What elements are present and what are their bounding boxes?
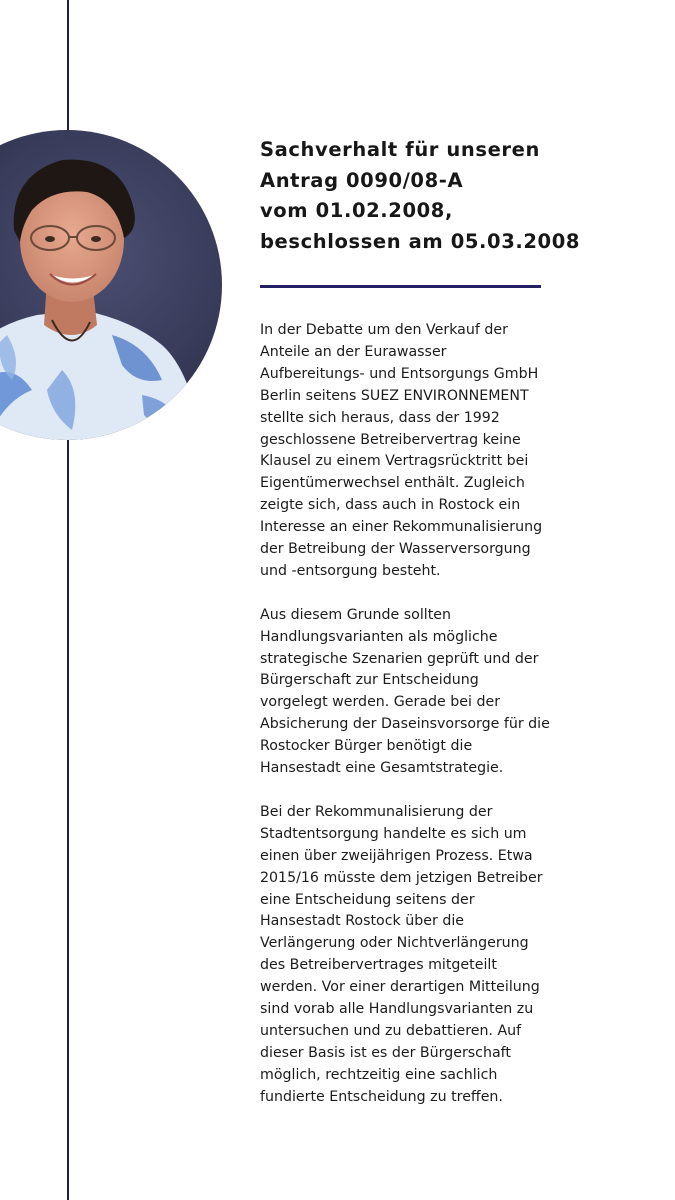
text-line: werden. Vor einer derartigen Mitteilung — [260, 979, 540, 996]
text-line: Hansestadt Rostock über die — [260, 913, 465, 930]
text-line: Verlängerung oder Nichtverlängerung — [260, 935, 529, 952]
text-line: Bürgerschaft zur Entscheidung — [260, 672, 479, 689]
text-line: Klausel zu einem Vertragsrücktritt bei — [260, 453, 529, 470]
title-underline — [260, 285, 541, 288]
text-line: strategische Szenarien geprüft und der — [260, 650, 539, 667]
text-line: einen über zweijährigen Prozess. Etwa — [260, 847, 533, 864]
text-line: Handlungsvarianten als mögliche — [260, 628, 498, 645]
paragraph — [260, 605, 660, 780]
text-line: 2015/16 müsste dem jetzigen Betreiber — [260, 869, 543, 886]
paragraph — [260, 802, 660, 1109]
title-line: vom 01.02.2008, — [260, 199, 453, 222]
text-line: geschlossene Betreibervertrag keine — [260, 431, 521, 448]
portrait-photo — [0, 130, 222, 440]
text-line: Berlin seitens SUEZ ENVIRONNEMENT — [260, 387, 529, 404]
text-line: und -entsorgung besteht. — [260, 562, 441, 579]
text-line: Bei der Rekommunalisierung der — [260, 803, 493, 820]
page-title — [260, 135, 660, 257]
title-line: Sachverhalt für unseren — [260, 138, 540, 161]
text-line: Interesse an einer Rekommunalisierung — [260, 519, 543, 536]
body-text — [260, 320, 660, 1130]
text-line: Anteile an der Eurawasser — [260, 343, 447, 360]
text-line: dieser Basis ist es der Bürgerschaft — [260, 1044, 511, 1061]
text-line: möglich, rechtzeitig eine sachlich — [260, 1066, 498, 1083]
text-line: Aus diesem Grunde sollten — [260, 606, 452, 623]
text-line: Absicherung der Daseinsvorsorge für die — [260, 716, 550, 733]
text-line: stellte sich heraus, dass der 1992 — [260, 409, 500, 426]
paragraph — [260, 320, 660, 583]
portrait-illustration — [0, 130, 222, 440]
text-line: sind vorab alle Handlungsvarianten zu — [260, 1001, 534, 1018]
text-line: In der Debatte um den Verkauf der — [260, 322, 508, 338]
title-line: Antrag 0090/08-A — [260, 168, 464, 192]
text-line: Eigentümerwechsel enthält. Zugleich — [260, 475, 525, 492]
text-line: des Betreibervertrages mitgeteilt — [260, 957, 497, 974]
title-line: beschlossen am 05.03.2008 — [260, 229, 581, 253]
text-line: Aufbereitungs- und Entsorgungs GmbH — [260, 365, 539, 382]
text-line: untersuchen und zu debattieren. Auf — [260, 1022, 522, 1039]
text-line: vorgelegt werden. Gerade bei der — [260, 694, 501, 711]
text-line: fundierte Entscheidung zu treffen. — [260, 1088, 503, 1105]
text-line: eine Entscheidung seitens der — [260, 891, 475, 908]
text-line: der Betreibung der Wasserversorgung — [260, 541, 531, 558]
text-line: Rostocker Bürger benötigt die — [260, 738, 473, 755]
text-line: Hansestadt eine Gesamtstrategie. — [260, 760, 504, 777]
text-line: Stadtentsorgung handelte es sich um — [260, 825, 527, 842]
text-line: zeigte sich, dass auch in Rostock ein — [260, 497, 521, 514]
